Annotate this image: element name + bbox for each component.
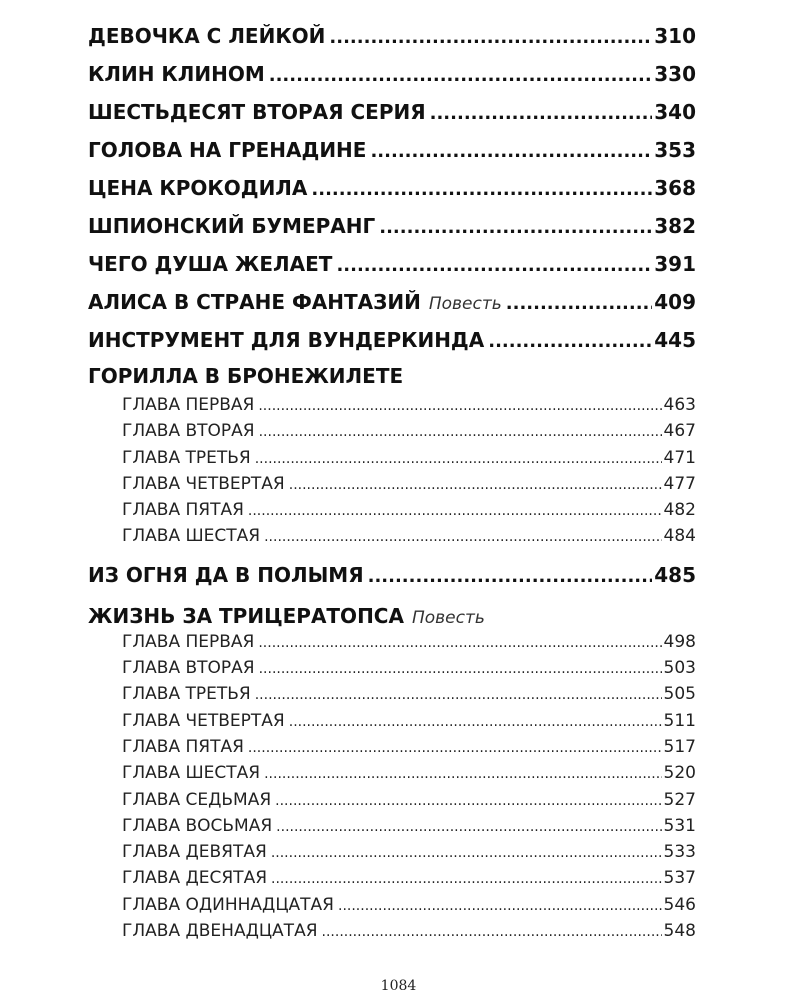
chapter-title: ГЛАВА ПЯТАЯ <box>122 736 244 757</box>
dot-leader <box>336 246 652 284</box>
toc-entry <box>88 208 696 246</box>
section-heading <box>88 601 696 629</box>
chapter-entry <box>88 813 696 839</box>
entry-title: ЦЕНА КРОКОДИЛА <box>88 176 308 200</box>
chapter-title: ГЛАВА ПЕРВАЯ <box>122 395 255 415</box>
chapter-entry <box>88 892 696 918</box>
chapter-page: 471 <box>663 447 696 468</box>
toc-entry <box>88 56 696 94</box>
entry-page: 310 <box>654 24 696 48</box>
section-title: ЖИЗНЬ ЗА ТРИЦЕРАТОПСА <box>88 603 404 628</box>
chapter-entry <box>88 787 696 813</box>
chapter-title: ГЛАВА ОДИННАДЦАТАЯ <box>122 894 334 915</box>
entry-page: 382 <box>654 214 696 238</box>
dot-leader <box>506 284 652 322</box>
chapter-title: ГЛАВА СЕДЬМАЯ <box>122 789 272 810</box>
chapter-page: 482 <box>663 500 696 521</box>
chapter-title: ГЛАВА ЧЕТВЕРТАЯ <box>122 473 285 494</box>
chapter-page: 531 <box>663 815 696 836</box>
entry-page: 485 <box>654 562 696 587</box>
chapter-page: 537 <box>663 868 696 889</box>
chapter-page: 533 <box>663 842 696 863</box>
dot-leader <box>322 918 662 944</box>
toc-entry <box>88 557 696 595</box>
table-of-contents <box>88 18 696 944</box>
entry-page: 330 <box>654 62 696 86</box>
dot-leader <box>275 787 661 813</box>
entry-title: ШПИОНСКИЙ БУМЕРАНГ <box>88 214 376 238</box>
dot-leader <box>379 208 652 246</box>
chapter-entry <box>88 918 696 944</box>
chapter-entry <box>88 418 696 444</box>
chapter-entry <box>88 471 696 497</box>
entry-title: АЛИСА В СТРАНЕ ФАНТАЗИЙ <box>88 290 421 314</box>
dot-leader <box>248 734 662 760</box>
dot-leader <box>264 523 661 549</box>
entry-page: 445 <box>654 328 696 352</box>
chapter-page: 503 <box>663 658 696 679</box>
chapter-entry <box>88 734 696 760</box>
toc-entry <box>88 94 696 132</box>
dot-leader <box>289 471 662 497</box>
chapter-entry <box>88 708 696 734</box>
chapter-page: 505 <box>663 684 696 705</box>
chapter-page: 548 <box>663 921 696 942</box>
entry-page: 353 <box>654 138 696 162</box>
chapter-entry <box>88 681 696 707</box>
chapter-title: ГЛАВА ВТОРАЯ <box>122 658 255 679</box>
toc-entry <box>88 322 696 360</box>
section-subtitle: Повесть <box>411 607 485 628</box>
entry-title: ШЕСТЬДЕСЯТ ВТОРАЯ СЕРИЯ <box>88 100 426 124</box>
chapter-title: ГЛАВА ТРЕТЬЯ <box>122 684 251 705</box>
chapter-page: 546 <box>663 894 696 915</box>
dot-leader <box>368 557 653 595</box>
chapter-entry <box>88 497 696 523</box>
dot-leader <box>289 708 662 734</box>
page-number: 1084 <box>380 978 417 994</box>
chapter-entry <box>88 523 696 549</box>
dot-leader <box>258 629 661 655</box>
dot-leader <box>264 760 661 786</box>
chapter-page: 520 <box>663 763 696 784</box>
dot-leader <box>276 813 661 839</box>
toc-entry <box>88 170 696 208</box>
chapter-title: ГЛАВА ШЕСТАЯ <box>122 526 261 547</box>
chapter-page: 463 <box>663 395 696 415</box>
chapter-title: ГЛАВА ВОСЬМАЯ <box>122 815 273 836</box>
dot-leader <box>271 839 662 865</box>
section-heading <box>88 360 696 392</box>
entry-page: 368 <box>654 176 696 200</box>
entry-page: 391 <box>654 252 696 276</box>
chapter-title: ГЛАВА ДЕСЯТАЯ <box>122 868 268 889</box>
chapter-page: 517 <box>663 736 696 757</box>
chapter-title: ГЛАВА ДЕВЯТАЯ <box>122 842 267 863</box>
dot-leader <box>259 418 662 444</box>
dot-leader <box>488 322 652 360</box>
dot-leader <box>248 497 662 523</box>
dot-leader <box>329 18 652 56</box>
entry-title: КЛИН КЛИНОМ <box>88 62 265 86</box>
entry-title: ДЕВОЧКА С ЛЕЙКОЙ <box>88 24 326 48</box>
entry-page: 340 <box>654 100 696 124</box>
entry-title: ГОЛОВА НА ГРЕНАДИНЕ <box>88 138 367 162</box>
chapter-entry <box>88 655 696 681</box>
toc-entry <box>88 284 696 322</box>
dot-leader <box>370 132 652 170</box>
chapter-entry <box>88 760 696 786</box>
chapter-entry <box>88 392 696 418</box>
section-title: ГОРИЛЛА В БРОНЕЖИЛЕТЕ <box>88 364 404 388</box>
chapter-entry <box>88 865 696 891</box>
dot-leader <box>338 892 662 918</box>
dot-leader <box>430 94 653 132</box>
dot-leader <box>311 170 652 208</box>
chapter-title: ГЛАВА ТРЕТЬЯ <box>122 447 251 468</box>
toc-entry <box>88 246 696 284</box>
dot-leader <box>269 56 653 94</box>
toc-entry <box>88 18 696 56</box>
chapter-page: 477 <box>663 473 696 494</box>
toc-entry <box>88 132 696 170</box>
chapter-title: ГЛАВА ШЕСТАЯ <box>122 763 261 784</box>
entry-title: ИЗ ОГНЯ ДА В ПОЛЫМЯ <box>88 562 364 587</box>
dot-leader <box>258 392 661 418</box>
chapter-title: ГЛАВА ВТОРАЯ <box>122 421 255 442</box>
dot-leader <box>255 681 662 707</box>
chapter-entry <box>88 445 696 471</box>
chapter-title: ГЛАВА ДВЕНАДЦАТАЯ <box>122 921 318 942</box>
dot-leader <box>259 655 662 681</box>
dot-leader <box>255 445 662 471</box>
chapter-entry <box>88 629 696 655</box>
chapter-title: ГЛАВА ПЕРВАЯ <box>122 631 255 652</box>
chapter-entry <box>88 839 696 865</box>
chapter-page: 484 <box>663 526 696 547</box>
entry-subtitle: Повесть <box>428 294 502 314</box>
chapter-page: 527 <box>663 789 696 810</box>
entry-title: ЧЕГО ДУША ЖЕЛАЕТ <box>88 252 333 276</box>
chapter-page: 511 <box>663 710 696 731</box>
entry-page: 409 <box>654 290 696 314</box>
chapter-page: 467 <box>663 421 696 442</box>
chapter-page: 498 <box>663 631 696 652</box>
chapter-title: ГЛАВА ЧЕТВЕРТАЯ <box>122 710 285 731</box>
entry-title: ИНСТРУМЕНТ ДЛЯ ВУНДЕРКИНДА <box>88 328 485 352</box>
dot-leader <box>271 865 662 891</box>
chapter-title: ГЛАВА ПЯТАЯ <box>122 500 244 521</box>
